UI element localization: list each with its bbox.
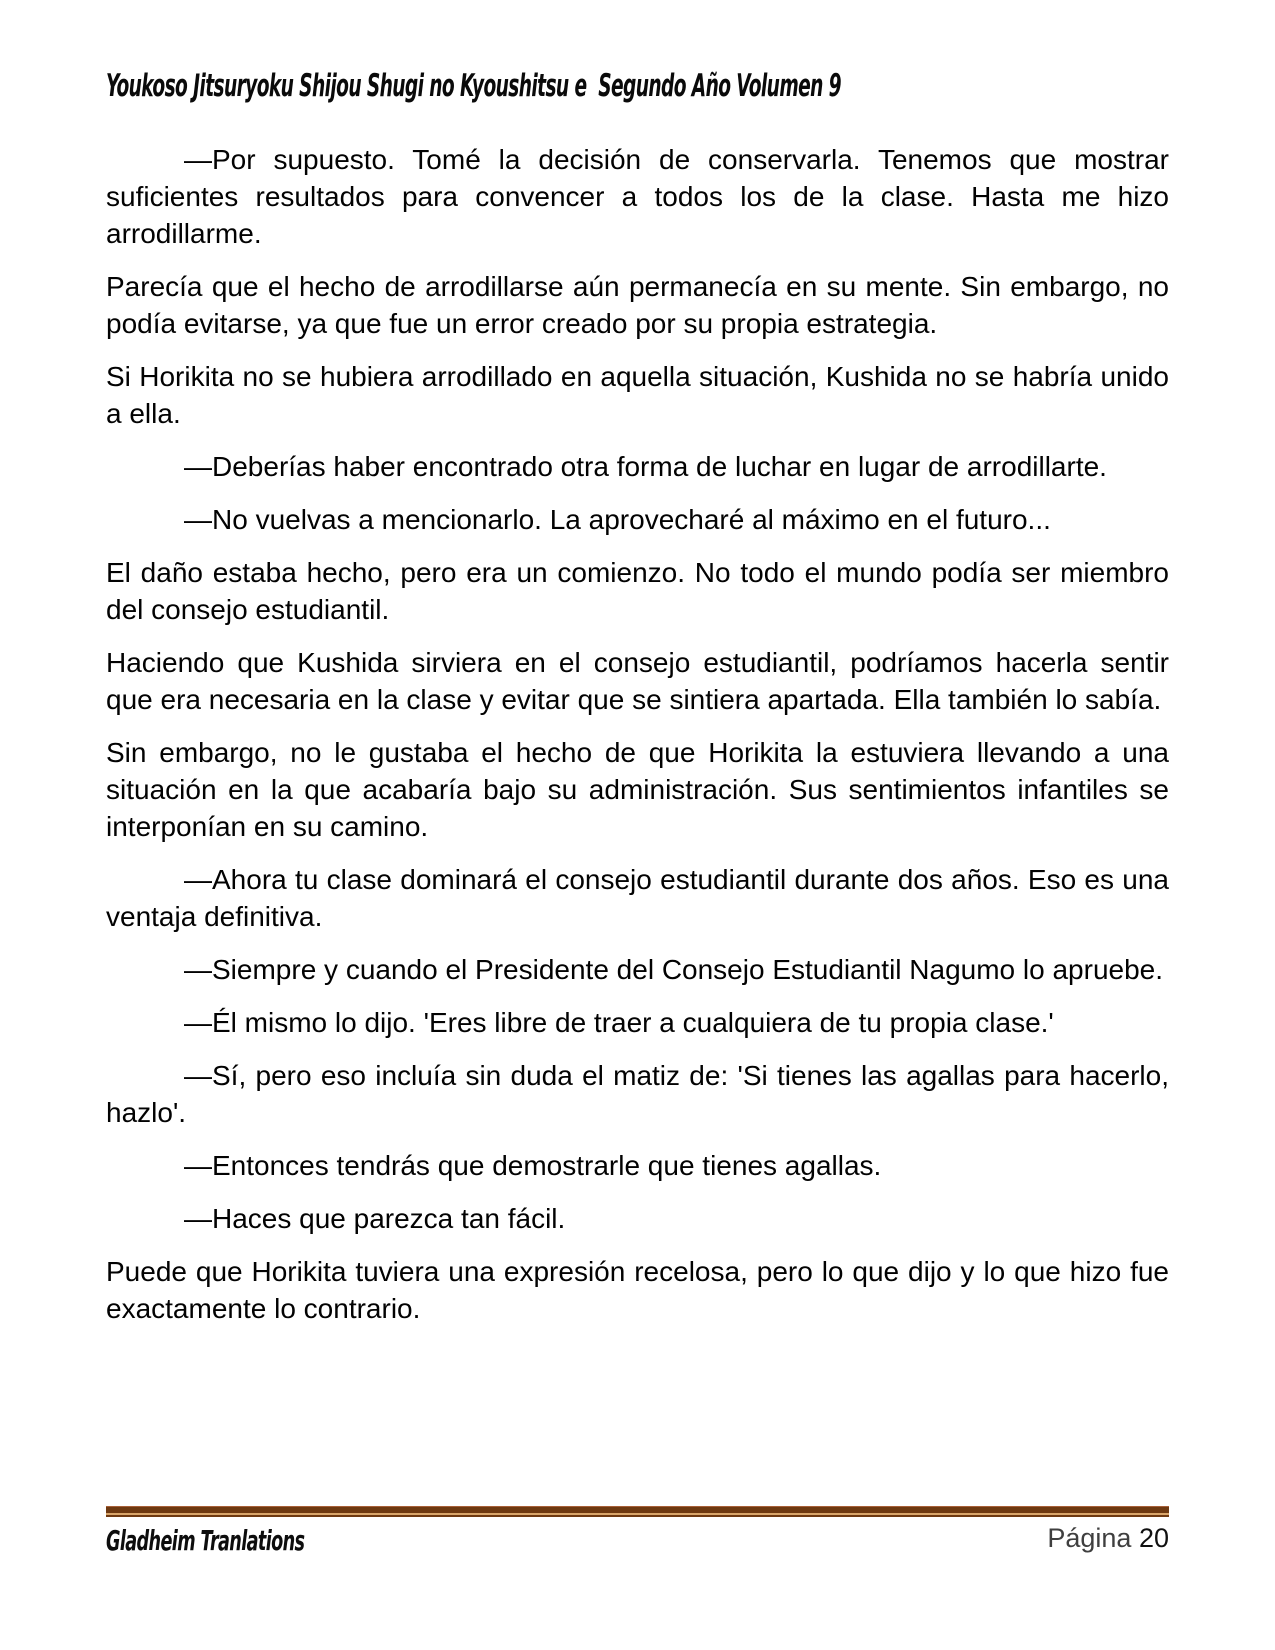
paragraph: —Deberías haber encontrado otra forma de luchar en lugar de arrodillarte.: [184, 451, 1107, 482]
page-title: Youkoso Jitsuryoku Shijou Shugi no Kyoushitsu e Segundo Año Volumen 9: [106, 68, 841, 104]
footer-row: [106, 1521, 1169, 1557]
page-body: [106, 141, 1169, 1343]
paragraph: —Por supuesto. Tomé la decisión de conservarla. Tenemos que mostrar suficientes resultados para convencer a todos los de la clase. Hasta me hizo arrodillarme.: [106, 144, 1169, 249]
footer-rule-thin-line: [106, 1515, 1169, 1517]
page-number-value: 20: [1138, 1523, 1169, 1553]
paragraph: —Sí, pero eso incluía sin duda el matiz de: 'Si tienes las agallas para hacerlo, hazlo'.: [106, 1060, 1169, 1128]
paragraph: —Siempre y cuando el Presidente del Consejo Estudiantil Nagumo lo apruebe.: [184, 954, 1164, 985]
paragraph: —Él mismo lo dijo. 'Eres libre de traer a cualquiera de tu propia clase.': [184, 1007, 1054, 1038]
paragraph: —Ahora tu clase dominará el consejo estudiantil durante dos años. Eso es una ventaja definitiva.: [106, 864, 1169, 932]
footer-rule: [106, 1506, 1169, 1517]
paragraph: Si Horikita no se hubiera arrodillado en aquella situación, Kushida no se habría unido a ella.: [106, 361, 1169, 429]
paragraph: Sin embargo, no le gustaba el hecho de que Horikita la estuviera llevando a una situación en la que acabaría bajo su administración. Sus sentimientos infantiles se interponían en su camino.: [106, 737, 1169, 842]
page-number-label: Página: [1047, 1523, 1139, 1553]
footer-brand: Gladheim Tranlations: [106, 1524, 305, 1557]
paragraph: —No vuelvas a mencionarlo. La aprovecharé al máximo en el futuro...: [184, 504, 1051, 535]
paragraph: Puede que Horikita tuviera una expresión recelosa, pero lo que dijo y lo que hizo fue exactamente lo contrario.: [106, 1256, 1169, 1324]
footer-page-number: [1047, 1521, 1169, 1554]
paragraph: El daño estaba hecho, pero era un comienzo. No todo el mundo podía ser miembro del consejo estudiantil.: [106, 557, 1169, 625]
paragraph: Parecía que el hecho de arrodillarse aún permanecía en su mente. Sin embargo, no podía evitarse, ya que fue un error creado por su propia estrategia.: [106, 271, 1169, 339]
paragraph: Haciendo que Kushida sirviera en el consejo estudiantil, podríamos hacerla sentir que era necesaria en la clase y evitar que se sintiera apartada. Ella también lo sabía.: [106, 647, 1169, 715]
paragraph: —Haces que parezca tan fácil.: [184, 1203, 566, 1234]
paragraph: —Entonces tendrás que demostrarle que tienes agallas.: [184, 1150, 882, 1181]
